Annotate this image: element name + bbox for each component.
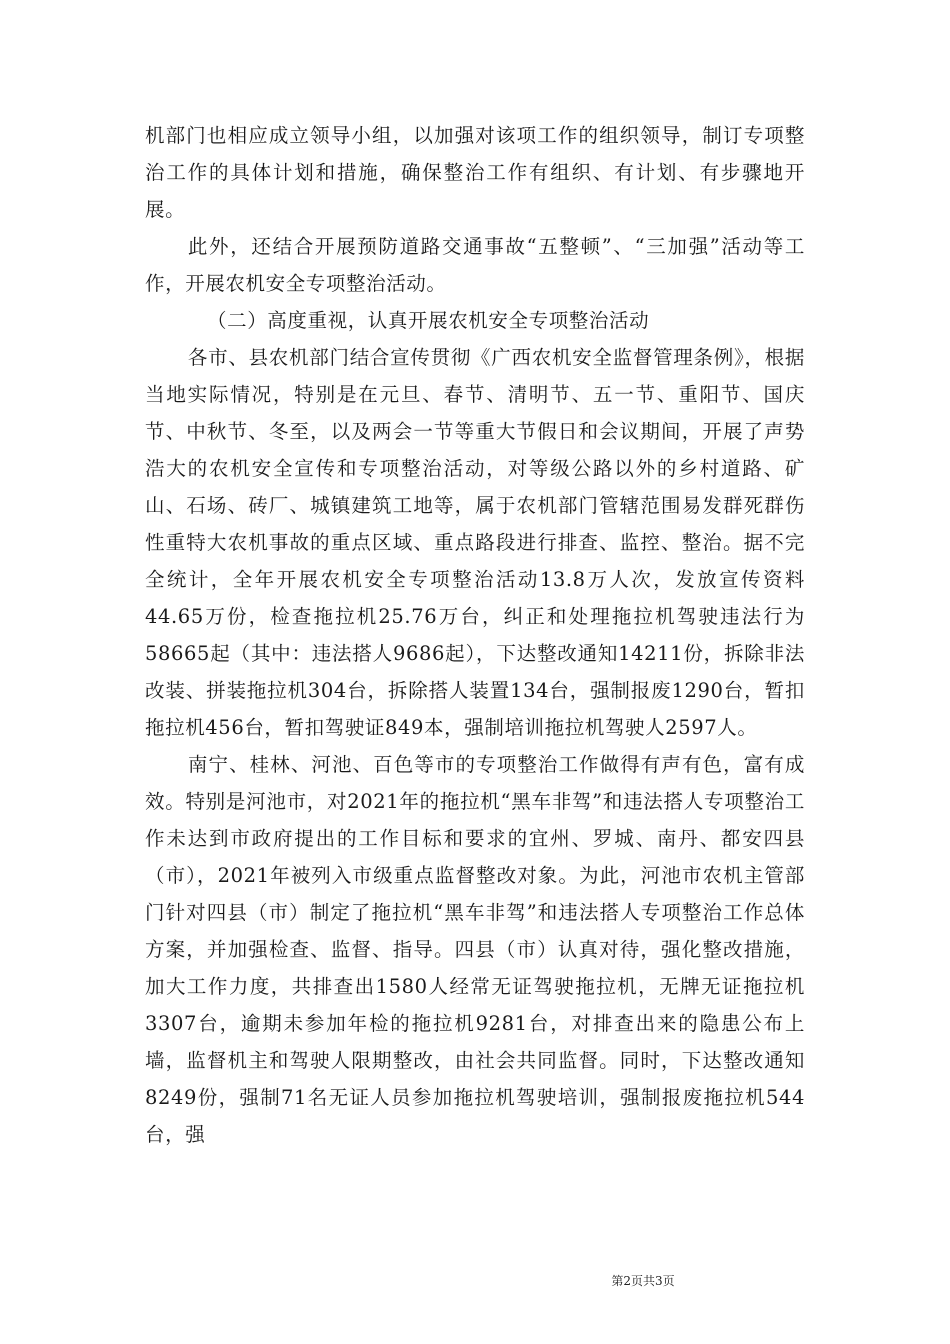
- paragraph-statistics: 各市、县农机部门结合宣传贯彻《广西农机安全监督管理条例》，根据当地实际情况，特别是在元旦、春节、清明节、五一节、重阳节、国庆节、中秋节、冬至，以及两会一节等重大节假日和会议期间，开展了声势浩大的农机安全宣传和专项整治活动，对等级公路以外的乡村道路、矿山、石场、砖厂、城镇建筑工地等，属于农机部门管辖范围易发群死群伤性重特大农机事故的重点区域、重点路段进行排查、监控、整治。据不完全统计，全年开展农机安全专项整治活动13.8万人次，发放宣传资料44.65万份，检查拖拉机25.76万台，纠正和处理拖拉机驾驶违法行为58665起（其中：违法搭人9686起），下达整改通知14211份，拆除非法改装、拼装拖拉机304台，拆除搭人装置134台，强制报废1290台，暂扣拖拉机456台，暂扣驾驶证849本，强制培训拖拉机驾驶人2597人。: [145, 346, 805, 739]
- page-number-footer: 第2页共3页: [611, 1274, 675, 1288]
- section-heading: （二）高度重视，认真开展农机安全专项整治活动: [207, 309, 650, 332]
- paragraph-other-activities: 此外，还结合开展预防道路交通事故“五整顿”、“三加强”活动等工作，开展农机安全专项整治活动。: [145, 235, 805, 295]
- paragraph-continuation: 机部门也相应成立领导小组，以加强对该项工作的组织领导，制订专项整治工作的具体计划和措施，确保整治工作有组织、有计划、有步骤地开展。: [145, 124, 805, 221]
- paragraph-hechi: 南宁、桂林、河池、百色等市的专项整治工作做得有声有色，富有成效。特别是河池市，对2021年的拖拉机“黑车非驾”和违法搭人专项整治工作未达到市政府提出的工作目标和要求的宜州、罗城、南丹、都安四县（市），2021年被列入市级重点监督整改对象。为此，河池市农机主管部门针对四县（市）制定了拖拉机“黑车非驾”和违法搭人专项整治工作总体方案，并加强检查、监督、指导。四县（市）认真对待，强化整改措施，加大工作力度，共排查出1580人经常无证驾驶拖拉机，无牌无证拖拉机3307台，逾期未参加年检的拖拉机9281台，对排查出来的隐患公布上墙，监督机主和驾驶人限期整改，由社会共同监督。同时，下达整改通知8249份，强制71名无证人员参加拖拉机驾驶培训，强制报废拖拉机544台，强: [145, 753, 805, 1146]
- document-body: [145, 117, 805, 1153]
